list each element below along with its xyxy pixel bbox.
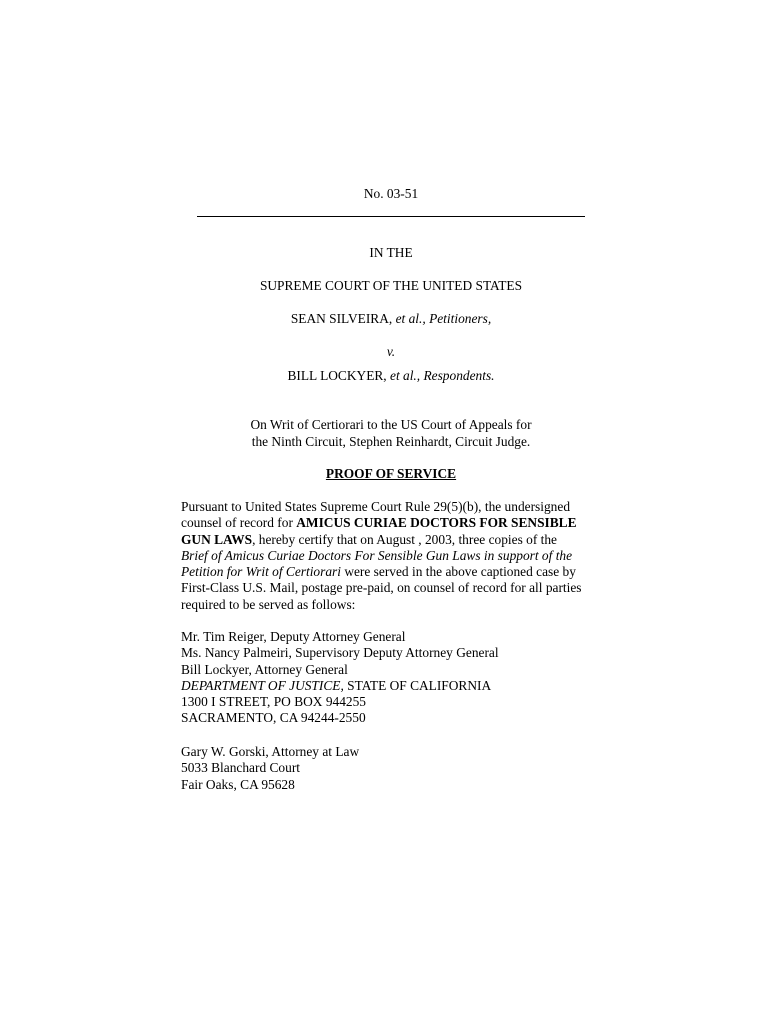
body-line-1: Pursuant to United States Supreme Court Rule 29(5)(b), the undersigned: [181, 499, 571, 514]
recipient-2-line-2: 5033 Blanchard Court: [181, 760, 301, 776]
recipient-1-line-2: Ms. Nancy Palmeiri, Supervisory Deputy Attorney General: [181, 645, 499, 661]
petition-title: Petition for Writ of Certiorari: [181, 564, 341, 580]
petitioner-suffix: et al., Petitioners,: [395, 311, 492, 326]
case-number: No. 03-51: [363, 186, 419, 201]
body-line-3-text: , hereby certify that on August , 2003, three copies of the: [252, 531, 557, 547]
body-line-6: First-Class U.S. Mail, postage pre-paid, on counsel of record for all parties: [181, 580, 582, 596]
recipient-1-line-4: [181, 678, 601, 694]
respondent-line: [0, 368, 770, 384]
recipient-1-line-3: Bill Lockyer, Attorney General: [181, 661, 348, 677]
recipient-address-2: [181, 744, 601, 793]
department-name: DEPARTMENT OF JUSTICE,: [181, 677, 344, 693]
respondent-suffix: et al., Respondents.: [390, 368, 495, 383]
writ-line-2: the Ninth Circuit, Stephen Reinhardt, Circuit Judge.: [251, 434, 531, 449]
recipient-1-line-1: Mr. Tim Reiger, Deputy Attorney General: [181, 629, 406, 644]
versus-label: v.: [386, 344, 396, 359]
caption-rule: [197, 216, 585, 217]
body-line-5: [181, 564, 601, 580]
petitioner-line: [0, 311, 770, 327]
recipient-1-line-5: 1300 I STREET, PO BOX 944255: [181, 694, 366, 710]
court-name: SUPREME COURT OF THE UNITED STATES: [259, 278, 523, 293]
state-name: STATE OF CALIFORNIA: [343, 677, 492, 693]
recipient-2-line-3: Fair Oaks, CA 95628: [181, 776, 295, 792]
recipient-address-1: [181, 629, 601, 727]
amicus-name-part-1: AMICUS CURIAE DOCTORS FOR SENSIBLE: [296, 515, 577, 531]
writ-line-1: On Writ of Certiorari to the US Court of Appeals for: [250, 417, 532, 432]
body-line-2: [181, 515, 601, 531]
certification-paragraph: [181, 499, 601, 613]
in-the-label: IN THE: [369, 245, 413, 260]
respondent-name: BILL LOCKYER,: [287, 368, 390, 383]
body-line-2-text: counsel of record for: [181, 515, 297, 531]
body-line-7: required to be served as follows:: [181, 596, 356, 612]
recipient-1-line-6: SACRAMENTO, CA 94244-2550: [181, 710, 366, 726]
recipient-2-line-1: Gary W. Gorski, Attorney at Law: [181, 744, 360, 759]
body-line-5-text: were served in the above captioned case by: [340, 564, 576, 580]
petitioner-name: SEAN SILVEIRA,: [290, 311, 396, 326]
proof-of-service-title: PROOF OF SERVICE: [325, 466, 457, 481]
body-line-3: [181, 532, 601, 548]
amicus-name-part-2: GUN LAWS: [181, 531, 253, 547]
body-line-4: Brief of Amicus Curiae Doctors For Sensible Gun Laws in support of the: [181, 547, 573, 563]
